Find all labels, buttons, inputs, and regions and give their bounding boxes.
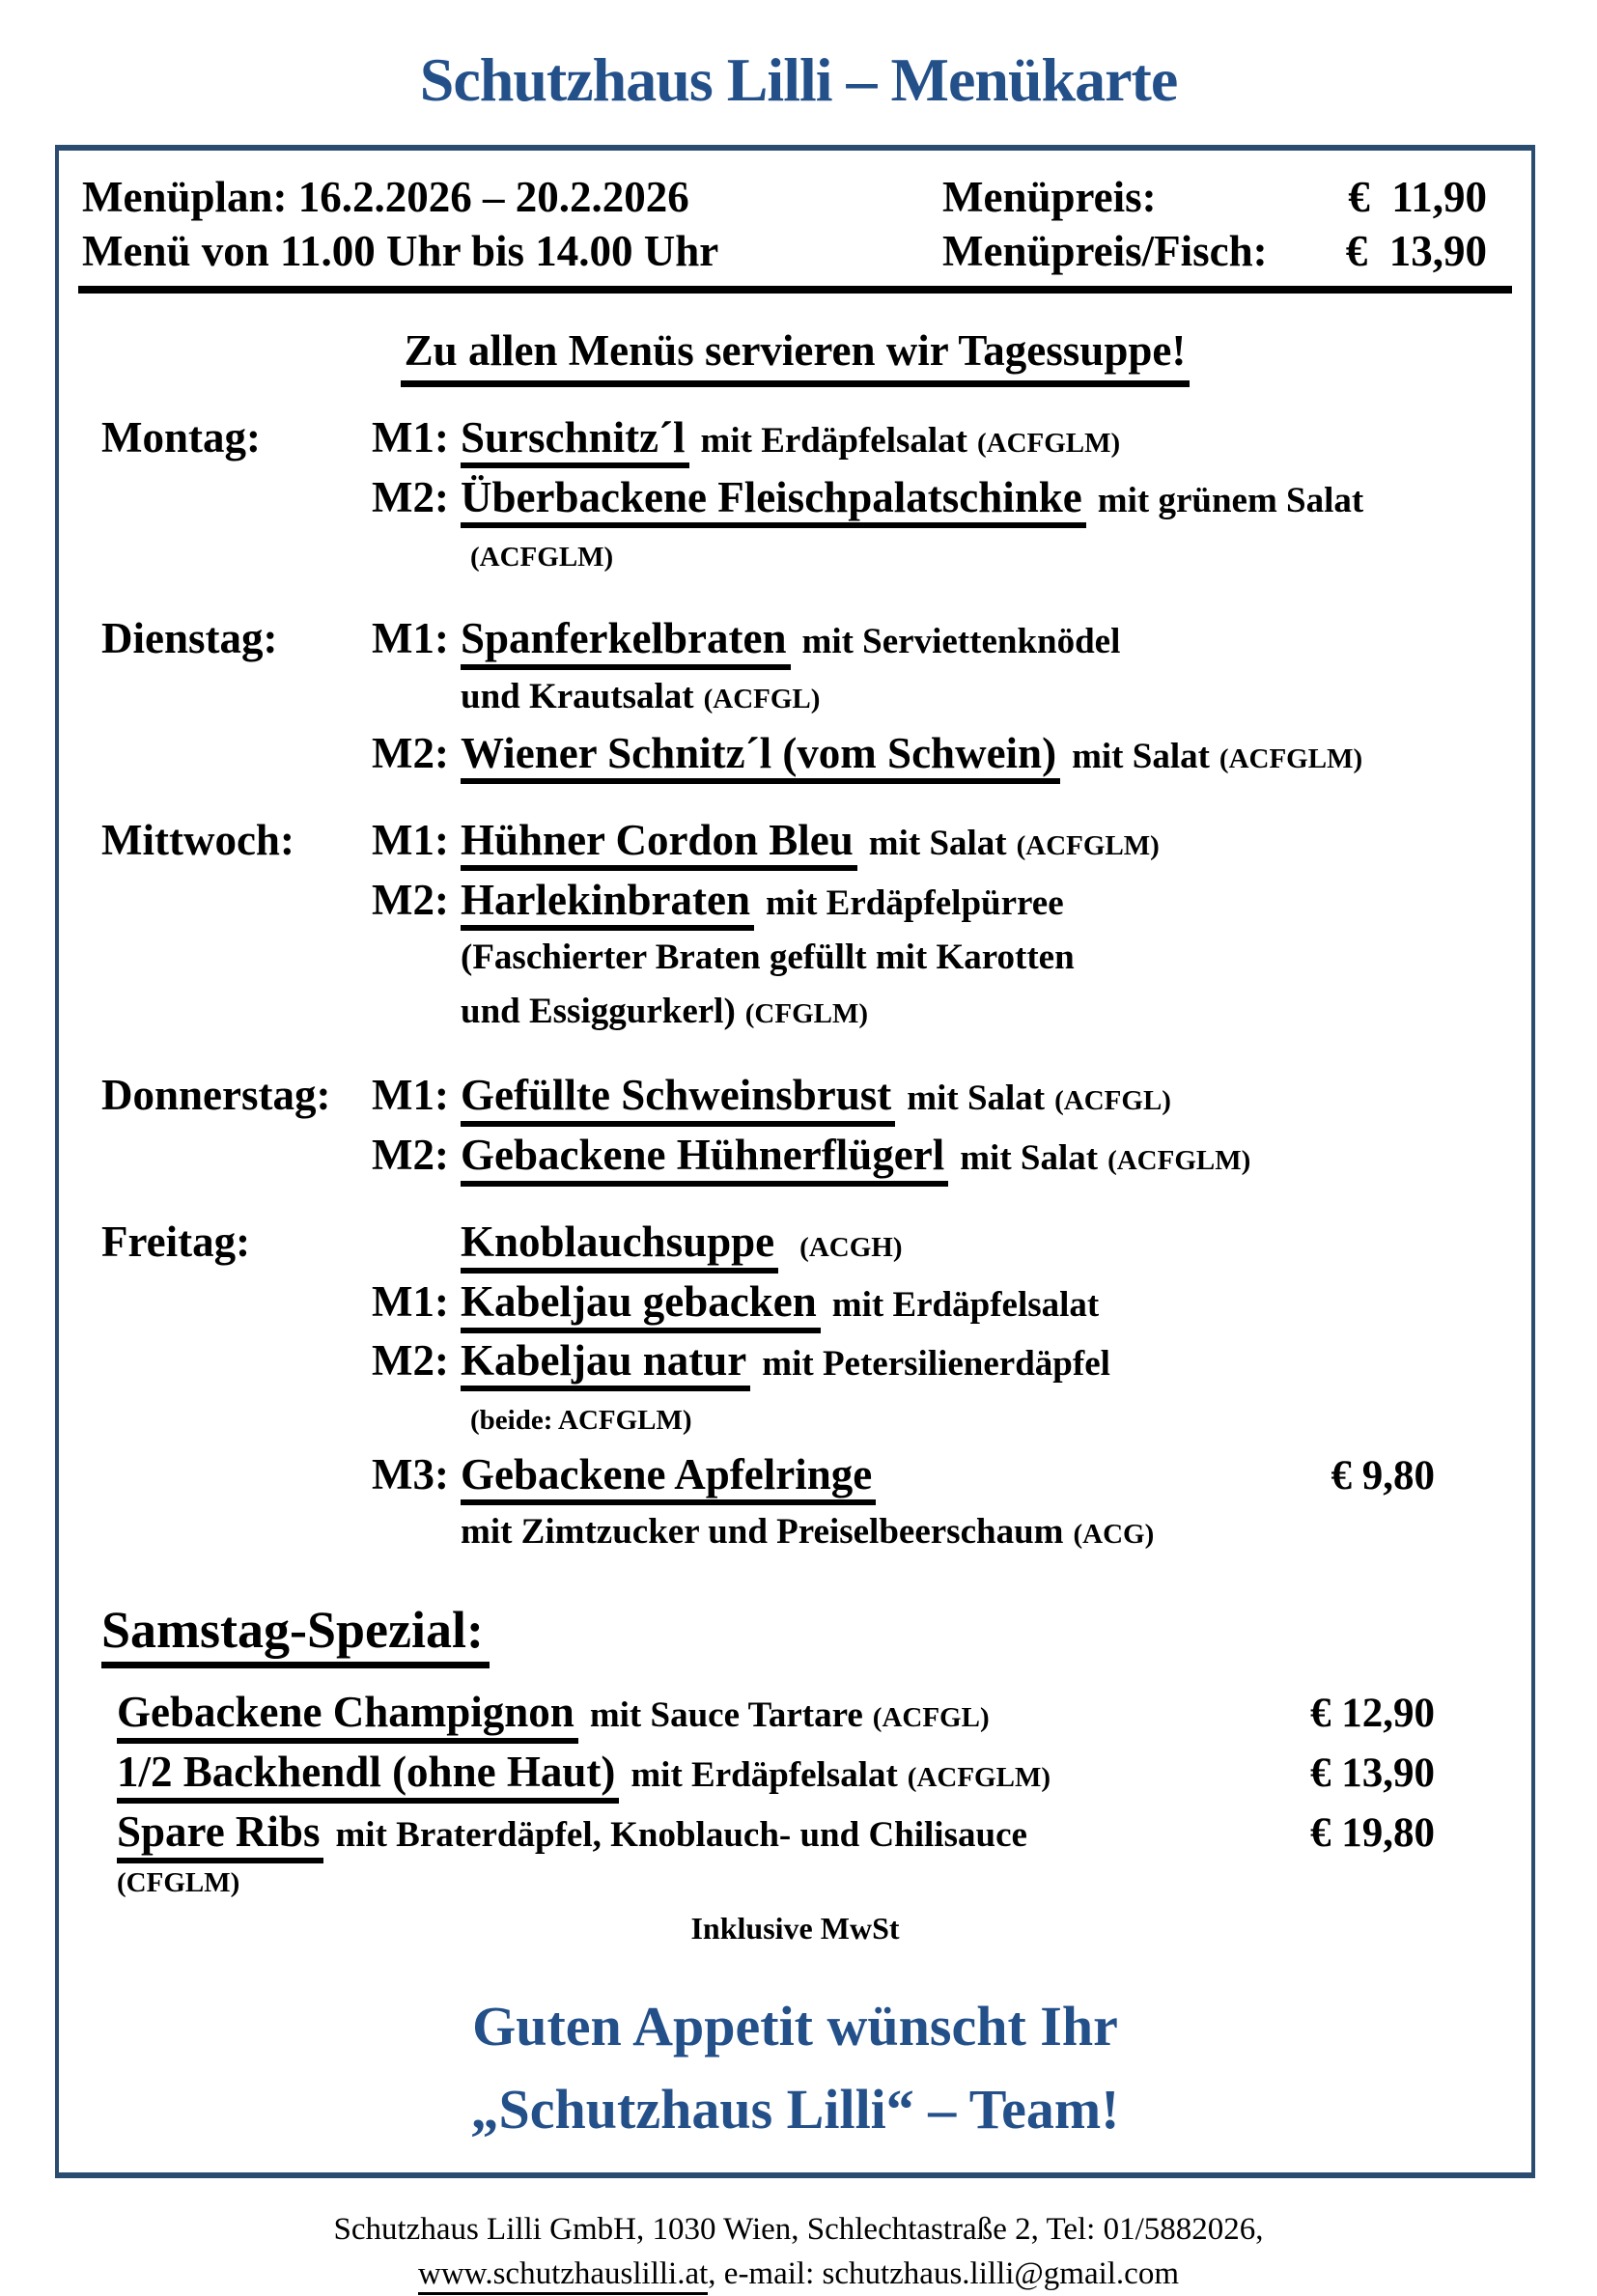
- dish-cell: [461, 528, 1435, 584]
- dish-description: mit Serviettenknödel: [801, 622, 1121, 662]
- allergen-code: (ACFGL): [1054, 1085, 1171, 1117]
- dish-description: mit Salat: [907, 1078, 1046, 1119]
- dish-name: Kabeljau gebacken: [461, 1277, 821, 1332]
- dish-cell: [461, 1336, 1435, 1391]
- dish-cell: [461, 1071, 1435, 1128]
- dish-description: (Faschierter Braten gefüllt mit Karotten: [461, 938, 1075, 978]
- dish-name: Überbackene Fleischpalatschinke: [461, 473, 1086, 528]
- dish-cell: [117, 1688, 1310, 1746]
- page-footer: [0, 2207, 1597, 2296]
- dish-name: Gebackene Hühnerflügerl: [461, 1131, 948, 1186]
- allergen-code: (ACFGLM): [1219, 742, 1363, 774]
- dish-description: mit Salat: [1072, 736, 1210, 776]
- footer-email: , e-mail: schutzhaus.lilli@gmail.com: [708, 2256, 1179, 2292]
- allergen-code: (ACFGLM): [976, 428, 1121, 459]
- dish-name: Spare Ribs: [117, 1807, 323, 1862]
- dish-cell: [461, 985, 1435, 1041]
- dish-description: mit Erdäpfelpürree: [766, 882, 1064, 923]
- price: € 19,80: [1310, 1810, 1435, 1857]
- menu-row: [101, 410, 1512, 470]
- dish-cell: [461, 614, 1435, 669]
- dish-cell: [461, 413, 1435, 470]
- special-row: [117, 1806, 1512, 1863]
- allergen-code: (ACFGL): [872, 1702, 990, 1734]
- dish-cell: [461, 729, 1435, 786]
- footer-contact-line: [0, 2252, 1597, 2296]
- closing-line-1: Guten Appetit wünscht Ihr: [472, 1995, 1118, 2058]
- dish-cell: [461, 1391, 1435, 1447]
- allergen-code: (ACFGL): [703, 683, 821, 714]
- day-label: Donnerstag:: [101, 1071, 331, 1120]
- menu-row: [101, 1128, 1512, 1188]
- dish-cell: [461, 1277, 1435, 1332]
- menu-row: [101, 1215, 1512, 1274]
- menu-row: [101, 985, 1512, 1041]
- dish-description: mit Sauce Tartare: [589, 1695, 863, 1736]
- menu-row: [101, 1068, 1512, 1128]
- menu-hours-row: [82, 224, 1512, 278]
- price: € 13,90: [1310, 1750, 1435, 1797]
- dish-name: Surschnitz´l: [461, 413, 689, 468]
- dish-cell: [461, 931, 1435, 985]
- dish-cell: [461, 473, 1435, 528]
- closing-message: [78, 1985, 1512, 2151]
- dish-description: mit grünem Salat: [1097, 481, 1364, 520]
- dish-description: mit Erdäpfelsalat: [831, 1285, 1100, 1326]
- menu-row: [101, 1391, 1512, 1447]
- allergen-code: (CFGLM): [117, 1867, 240, 1899]
- dish-cell: [461, 670, 1435, 726]
- weekday-menu-list: [78, 410, 1512, 1561]
- footer-address: Schutzhaus Lilli GmbH, 1030 Wien, Schlechtastraße 2, Tel: 01/5882026,: [333, 2212, 1264, 2248]
- samstag-heading: Samstag-Spezial:: [101, 1600, 1512, 1668]
- samstag-special-list: [78, 1686, 1512, 1863]
- menu-row: [101, 528, 1512, 584]
- dish-name: Spanferkelbraten: [461, 614, 791, 669]
- menu-plan-row: [82, 170, 1512, 224]
- allergen-code: (ACGH): [799, 1232, 903, 1264]
- dish-name: 1/2 Backhendl (ohne Haut): [117, 1748, 619, 1803]
- menu-row: [101, 670, 1512, 726]
- dish-description: mit Braterdäpfel, Knoblauch- und Chilisauce: [335, 1815, 1027, 1856]
- dish-name: Hühner Cordon Bleu: [461, 816, 857, 871]
- dish-cell: [461, 1218, 1435, 1274]
- dish-name: Kabeljau natur: [461, 1336, 750, 1391]
- allergen-code: (ACFGLM): [907, 1762, 1051, 1794]
- allergen-code: (beide: ACFGLM): [470, 1404, 692, 1436]
- menu-code: M2:: [372, 473, 449, 521]
- dish-name: Gefüllte Schweinsbrust: [461, 1071, 895, 1126]
- allergen-code: (CFGLM): [744, 998, 869, 1030]
- menu-row: [101, 611, 1512, 669]
- dish-description: mit Zimtzucker und Preiselbeerschaum: [461, 1512, 1064, 1553]
- menu-code: M1:: [372, 413, 449, 462]
- dish-cell: [461, 1450, 1331, 1505]
- menu-row: [101, 873, 1512, 931]
- dish-cell: [117, 1748, 1310, 1806]
- dish-name: Harlekinbraten: [461, 876, 754, 931]
- menu-row: [101, 1274, 1512, 1332]
- dish-description: mit Salat: [868, 823, 1007, 863]
- menu-code: M1:: [372, 815, 449, 864]
- menu-row: [101, 813, 1512, 873]
- menu-code: M3:: [372, 1449, 449, 1498]
- day-label: Freitag:: [101, 1218, 251, 1267]
- price: € 12,90: [1310, 1691, 1435, 1737]
- allergen-code: (ACFGLM): [470, 542, 614, 574]
- menu-code: M1:: [372, 614, 449, 663]
- dish-name: Knoblauchsuppe: [461, 1218, 778, 1273]
- menu-frame: [55, 145, 1535, 2178]
- menu-hours: Menü von 11.00 Uhr bis 14.00 Uhr: [82, 227, 719, 275]
- allergen-code: (ACFGLM): [1107, 1145, 1251, 1177]
- day-label: Dienstag:: [101, 614, 278, 663]
- menu-row: [101, 726, 1512, 786]
- menu-price-value: € 11,90: [1348, 173, 1487, 221]
- menu-code: M2:: [372, 875, 449, 924]
- dish-cell: [461, 816, 1435, 873]
- soup-note: Zu allen Menüs servieren wir Tagessuppe!: [78, 322, 1512, 387]
- dish-description: und Essiggurkerl): [461, 992, 736, 1032]
- menu-row: [101, 931, 1512, 985]
- dish-name: Gebackene Champignon: [117, 1688, 578, 1743]
- special-row: [117, 1746, 1512, 1806]
- fish-price-value: € 13,90: [1345, 227, 1487, 275]
- dish-cell: [461, 1131, 1435, 1188]
- website-link: www.schutzhauslilli.at: [418, 2256, 708, 2295]
- menu-code: M2:: [372, 1131, 449, 1180]
- dish-cell: [461, 1505, 1435, 1561]
- tax-note: Inklusive MwSt: [690, 1911, 900, 1946]
- dish-name: Gebackene Apfelringe: [461, 1450, 876, 1505]
- page-title: Schutzhaus Lilli – Menükarte: [419, 45, 1178, 114]
- dish-description: mit Petersilienerdäpfel: [762, 1343, 1110, 1384]
- menu-code: M2:: [372, 728, 449, 777]
- dish-description: mit Salat: [960, 1138, 1099, 1179]
- menu-row: [101, 1505, 1512, 1561]
- menu-row: [101, 1447, 1512, 1505]
- menu-header: [78, 164, 1512, 294]
- special-row: [117, 1686, 1512, 1746]
- closing-line-2: „Schutzhaus Lilli“ – Team!: [470, 2078, 1120, 2142]
- dish-description: und Krautsalat: [461, 676, 694, 716]
- menu-row: [101, 1333, 1512, 1391]
- dish-cell: [117, 1807, 1310, 1863]
- dish-cell: [461, 876, 1435, 931]
- price: € 9,80: [1331, 1452, 1435, 1498]
- fish-price-label: Menüpreis/Fisch:: [942, 227, 1268, 275]
- allergen-code: (ACFGLM): [1016, 829, 1160, 861]
- dish-description: mit Erdäpfelsalat: [630, 1755, 898, 1796]
- menu-price-label: Menüpreis:: [942, 173, 1157, 221]
- menu-row: [101, 470, 1512, 528]
- allergen-code: (ACG): [1073, 1519, 1155, 1551]
- day-label: Montag:: [101, 413, 261, 462]
- menu-code: M2:: [372, 1335, 449, 1385]
- dish-description: mit Erdäpfelsalat: [700, 421, 967, 461]
- menu-code: M1:: [372, 1071, 449, 1120]
- dish-name: Wiener Schnitz´l (vom Schwein): [461, 729, 1060, 784]
- menu-plan-dates: Menüplan: 16.2.2026 – 20.2.2026: [82, 173, 689, 221]
- day-label: Mittwoch:: [101, 815, 294, 864]
- menu-code: M1:: [372, 1277, 449, 1327]
